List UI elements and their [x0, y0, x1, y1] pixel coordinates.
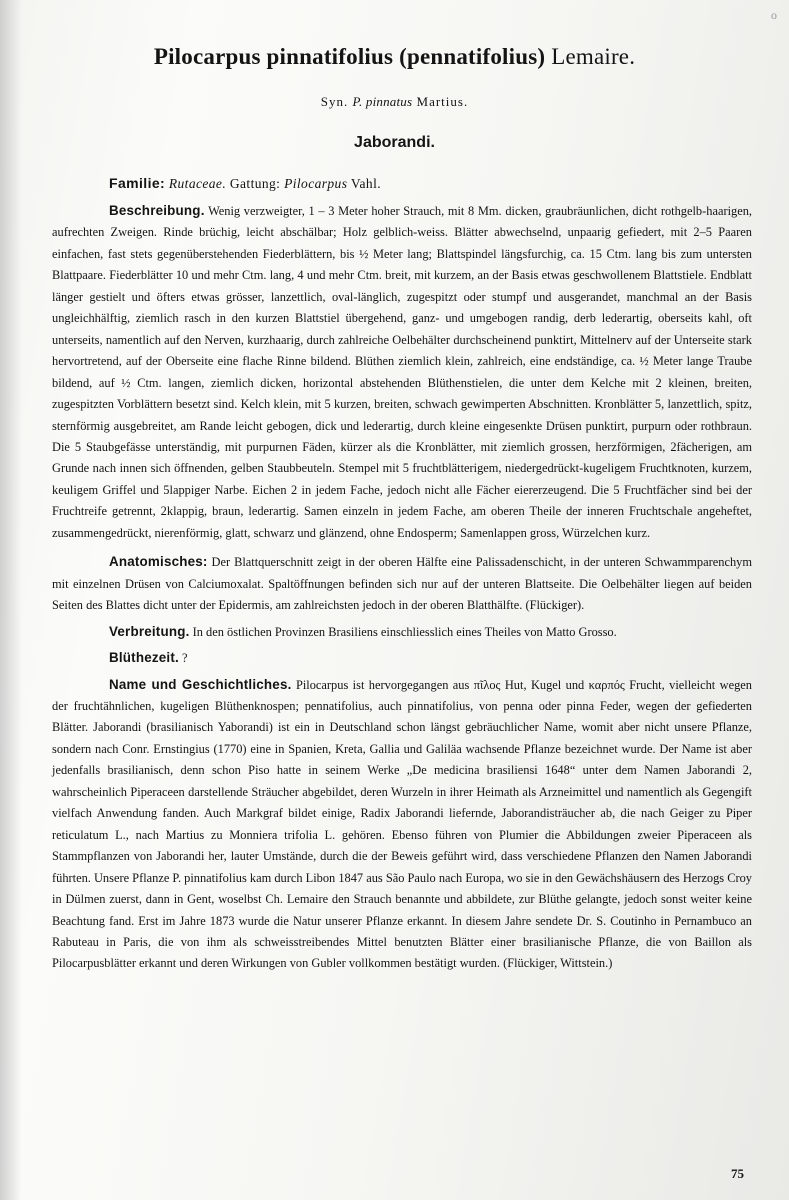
title-author: Lemaire.: [551, 44, 636, 69]
section-verbreitung: [52, 621, 752, 643]
section-anatomisches: [52, 551, 752, 616]
title-species: Pilocarpus pinnatifolius (pennatifolius): [153, 44, 546, 69]
gattung-author: Vahl.: [350, 176, 382, 191]
synonym-author: Martius.: [416, 94, 469, 109]
section-heading: Anatomisches:: [109, 554, 208, 570]
page-title: [0, 44, 789, 70]
family-line: [109, 175, 749, 192]
section-heading: Name und Geschichtliches.: [109, 676, 292, 692]
page-number: 75: [731, 1166, 744, 1181]
section-text: ?: [182, 651, 188, 666]
gattung-value: Pilocarpus: [284, 176, 348, 191]
synonym-line: [0, 94, 789, 110]
familie-value: Rutaceae.: [168, 176, 227, 191]
section-text: Pilocarpus ist hervorgegangen aus πῖλος Hut, Kugel und καρπός Frucht, vielleicht wegen der fruchtähnlichen, kugeligen Blüthenknospen; pennatifolius, auch pinnatifolius, von penna oder pinna Feder, wegen der gefiederten Blätter. Jaborandi (brasilianisch Yaborandi) ist ein in Deutschland schon längst gebräuchlicher Name, womit aber nicht unsere Pflanze, sondern nach Conr. Ernstingius (1770) eine in Spanien, Kreta, Gallia und Galiläa wachsende Pflanze bezeichnet wurde. Der Name ist aber jedenfalls brasilianisch, denn schon Piso hatte in seinem Werke „De medicina brasiliensi 1648“ unter dem Namen Jaborandi 2, wahrscheinlich Piperaceen darstellende Sträucher abgebildet, deren Wurzeln in ihrer Heimath als Arzneimittel und namentlich als Gegengift vielfach Anwendung fanden. Auch Markgraf bildet einige, Radix Jaborandi liefernde, Jaborandisträucher ab, die nach Geiger zu Piper reticulatum L., nach Martius zu Monniera trifolia L. gehören. Ebenso führen von Plumier die Abbildungen zweier Piperaceen als Stammpflanzen von Jaborandi her, lauter Umstände, durch die der Beweis geführt wird, dass verschiedene Pflanzen den Namen Jaborandi führten. Unsere Pflanze P. pinnatifolius kam durch Libon 1847 aus São Paulo nach Europa, wo sie in den Gewächshäusern des Herzogs Croy in Dülmen zuerst, dann in Gent, woselbst Ch. Lemaire den Strauch benannte und abbildete, zur Blüthe gelangte, jedoch sonst weiter keine Beachtung fand. Erst im Jahre 1873 wurde die Natur unserer Pflanze erkannt. In diesem Jahre sendete Dr. S. Coutinho in Pernambuco an Rabuteau in Paris, die von ihm als schweisstreibendes Mittel benutzten Blätter einer brasilianische Pflanze, die von Baillon als Pilocarpusblätter erkannt und deren Wirkungen von Gubler vollkommen bestätigt wurden. (Flückiger, Wittstein.): [52, 677, 752, 971]
synonym-prefix: Syn.: [320, 94, 349, 109]
section-text: Wenig verzweigter, 1 – 3 Meter hoher Strauch, mit 8 Mm. dicken, graubräunlichen, dicht rothgelb-haarigen, aufrechten Zweigen. Rinde brüchig, leicht abschälbar; Holz gelblich-weiss. Blätter abwechselnd, unpaarig gefiedert, mit 2–5 Paaren einfachen, fast stets gegenüberstehenden Fiederblättern, bis ½ Meter lang; Blattspindel längsfurchig, ca. 15 Ctm. lang bis zum untersten Blattpaare. Fiederblätter 10 und mehr Ctm. lang, 4 und mehr Ctm. breit, mit kurzem, an der Basis etwas geschwollenem Blattstiele. Endblatt länger gestielt und öfters etwas grösser, lanzettlich, oval-länglich, zugespitzt oder stumpf und ausgerandet, manchmal an der Basis ungleichhälftig, ziemlich rasch in den kurzen Blattstiel übergehend, ganz- und umgebogen randig, derb lederartig, oberseits kahl, oft unterseits, namentlich auf den Nerven, kurzhaarig, durch zahlreiche Oelbehälter durchscheinend punktirt, Mittelnerv auf der Unterseite stark hervortretend, auf der Oberseite eine flache Rinne bildend. Blüthen ziemlich klein, zahlreich, eine endständige, ca. ½ Meter lange Traube bildend, auf ½ Ctm. langen, ziemlich dicken, horizontal abstehenden Blüthenstielen, die unter dem Kelche mit 2 kleinen, breiten, zugespitzten Vorblättern besetzt sind. Kelch klein, mit 5 kurzen, breiten, schwach gewimperten Abschnitten. Kronblätter 5, lanzettlich, spitz, sternförmig ausgebreitet, am Rande leicht gebogen, dick und lederartig, durch kleine eingesenkte Drüsen punktirt, purpurn oder rothbraun. Die 5 Staubgefässe unterständig, mit purpurnen Fäden, kürzer als die Kronblätter, mit ziemlich grossen, herzförmigen, 2fächerigen, am Grunde nach innen sich öffnenden, gelben Staubbeuteln. Stempel mit 5 fruchtblätterigem, niedergedrückt-kugeligem Fruchtknoten, kurzem, keuligem Griffel und 5lappiger Narbe. Eichen 2 in jedem Fache, jedoch nicht alle Fächer eiererzeugend. Die 5 Fruchtfächer sind bei der Fruchtreife getrennt, 2klappig, braun, lederartig. Samen einzeln in jedem Fache, am oberen Theile der inneren Fruchtschale angeheftet, zusammengedrückt, nierenförmig, glatt, schwarz und glänzend, ohne Endosperm; Samenlappen gross, Würzelchen kurz.: [52, 204, 753, 540]
section-beschreibung: [52, 200, 752, 544]
section-bluethezeit: [52, 647, 752, 669]
gattung-label: Gattung:: [229, 176, 281, 191]
corner-mark: o: [771, 8, 779, 22]
section-heading: Beschreibung.: [109, 203, 205, 218]
section-text: In den östlichen Provinzen Brasiliens einschliesslich eines Theiles von Matto Grosso.: [192, 624, 617, 639]
section-text: Der Blattquerschnitt zeigt in der oberen Hälfte eine Palissadenschicht, in der unteren Schwammparenchym mit einzelnen Drüsen von Calciumoxalat. Spaltöffnungen befinden sich nur auf der unteren Blattseite. Die Oelbehälter liegen auf beiden Seiten des Blattes dicht unter der Epidermis, am zahlreichsten jedoch in der oberen Blatthälfte. (Flückiger).: [52, 555, 752, 613]
section-heading: Verbreitung.: [109, 623, 190, 639]
section-name-geschichtliches: [52, 674, 752, 975]
trade-name: Jaborandi.: [354, 134, 435, 151]
synonym-name: P. pinnatus: [352, 94, 413, 109]
binding-shadow: [0, 0, 22, 1200]
section-heading: Blüthezeit.: [109, 650, 179, 666]
body-text: [52, 200, 752, 975]
familie-label: Familie:: [109, 175, 166, 191]
